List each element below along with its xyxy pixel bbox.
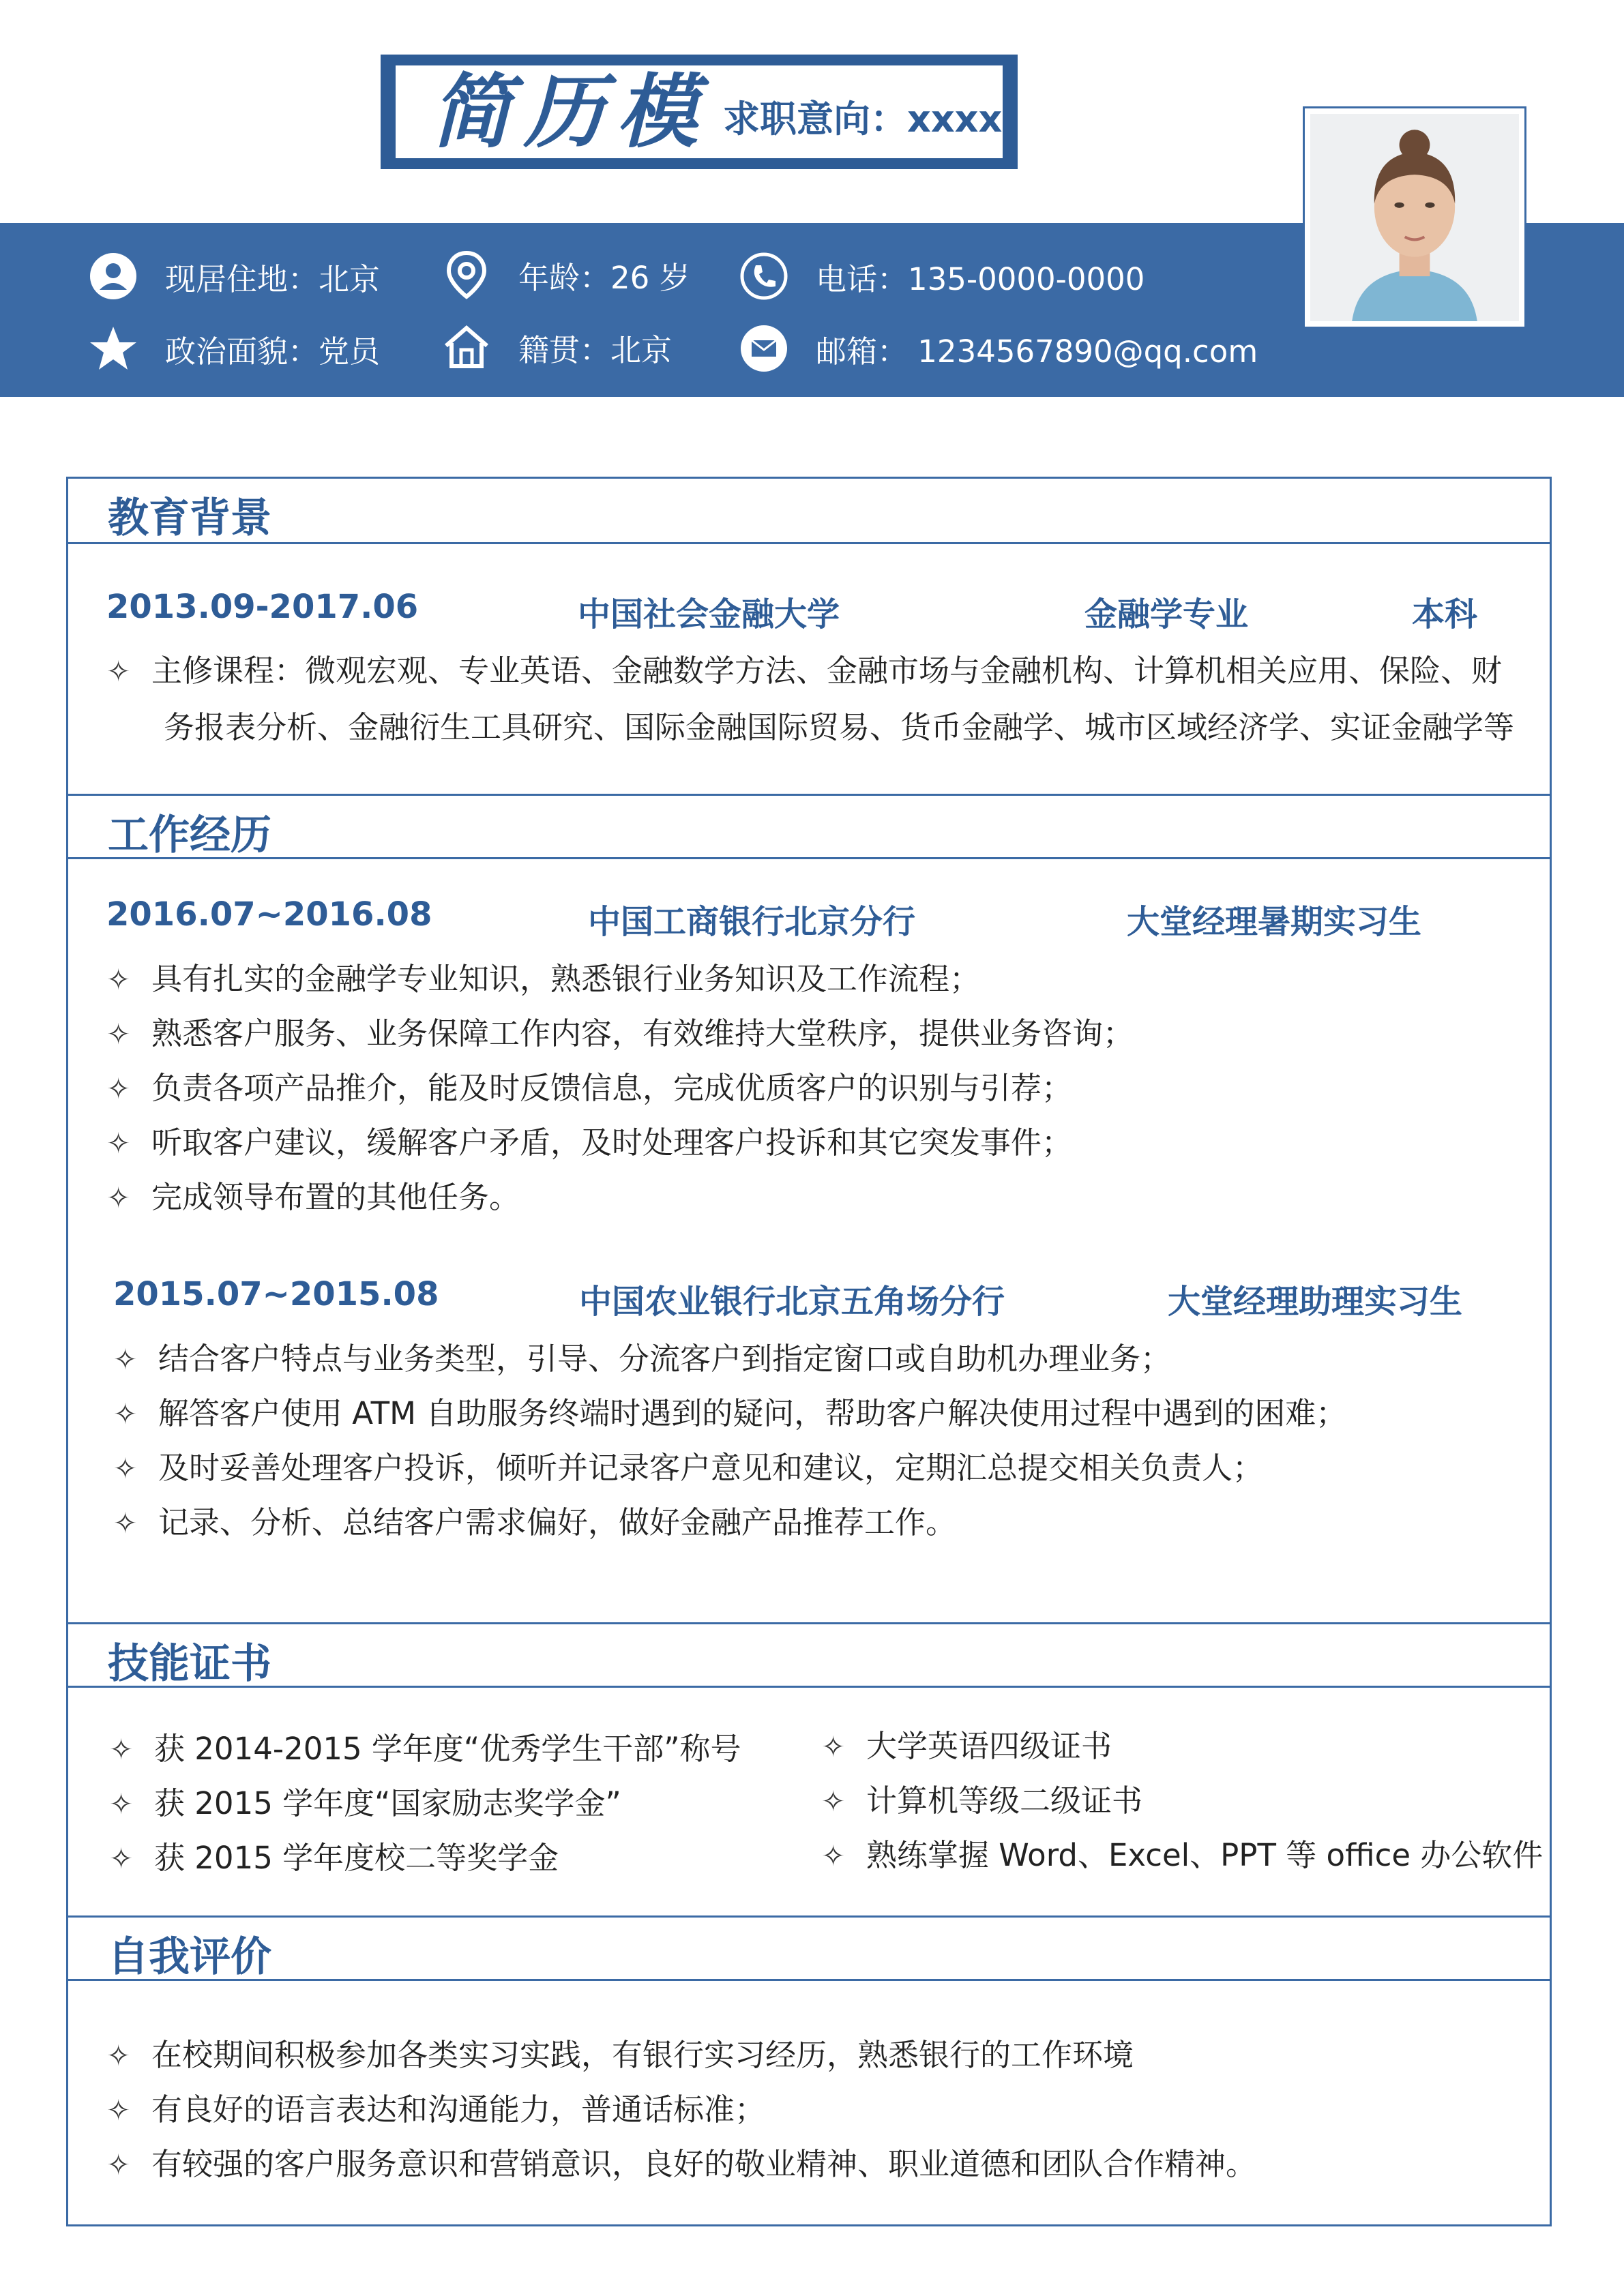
politics-text: 政治面貌：党员 [165, 333, 381, 370]
four-point-star-icon: ✧ [106, 655, 131, 688]
age-text: 年龄：26 岁 [518, 259, 690, 296]
job2-role: 大堂经理助理实习生 [1168, 1283, 1463, 1321]
job2-item: ✧ 结合客户特点与业务类型，引导、分流客户到指定窗口或自助机办理业务； [113, 1341, 1172, 1377]
skill-left-item: ✧ 获 2014-2015 学年度“优秀学生干部”称号 [109, 1731, 741, 1767]
job1-item: ✧ 听取客户建议，缓解客户矛盾，及时处理客户投诉和其它突发事件； [106, 1124, 1073, 1161]
four-point-star-icon: ✧ [106, 1072, 131, 1105]
info-hometown [442, 323, 672, 372]
section-skills-title: 技能证书 [108, 1640, 271, 1688]
four-point-star-icon: ✧ [106, 2039, 131, 2072]
section-self-eval-title: 自我评价 [108, 1933, 271, 1981]
four-point-star-icon: ✧ [109, 1842, 134, 1875]
self-eval-item: ✧ 有良好的语言表达和沟通能力，普通话标准； [106, 2091, 766, 2128]
info-email [739, 324, 1258, 373]
section-skills-header [68, 1622, 1550, 1688]
four-point-star-icon: ✧ [113, 1506, 138, 1540]
four-point-star-icon: ✧ [106, 1017, 131, 1051]
user-icon [89, 252, 138, 301]
skill-right-item: ✧ 大学英语四级证书 [821, 1728, 1112, 1764]
profile-photo-frame [1303, 106, 1526, 329]
job2-item: ✧ 解答客户使用 ATM 自助服务终端时遇到的疑问，帮助客户解决使用过程中遇到的困难； [113, 1395, 1347, 1431]
job1-item: ✧ 熟悉客户服务、业务保障工作内容，有效维持大堂秩序，提供业务咨询； [106, 1015, 1134, 1052]
home-icon [442, 323, 491, 372]
education-courses-line2: 务报表分析、金融衍生工具研究、国际金融国际贸易、货币金融学、城市区域经济学、实证金融学等 [164, 709, 1515, 745]
four-point-star-icon: ✧ [106, 963, 131, 996]
four-point-star-icon: ✧ [106, 2148, 131, 2181]
email-text: 邮箱： 1234567890@qq.com [816, 333, 1258, 370]
info-politics [89, 324, 380, 373]
four-point-star-icon: ✧ [109, 1787, 134, 1821]
four-point-star-icon: ✧ [821, 1730, 846, 1763]
job1-item: ✧ 完成领导布置的其他任务。 [106, 1179, 520, 1215]
section-education-header [68, 479, 1550, 544]
education-period: 2013.09-2017.06 [106, 588, 419, 626]
skill-right-item: ✧ 计算机等级二级证书 [821, 1783, 1143, 1819]
info-phone [739, 252, 1145, 301]
four-point-star-icon: ✧ [113, 1452, 138, 1485]
four-point-star-icon: ✧ [821, 1839, 846, 1873]
education-courses-line1: ✧ 主修课程：微观宏观、专业英语、金融数学方法、金融市场与金融机构、计算机相关应用、保险、财 [106, 653, 1503, 689]
title-box [381, 55, 1018, 169]
content-frame [66, 477, 1552, 2226]
job-intent: 求职意向：xxxx [723, 97, 1003, 140]
title-inner [396, 65, 1003, 158]
job1-period: 2016.07~2016.08 [106, 895, 432, 934]
job1-item: ✧ 具有扎实的金融学专业知识，熟悉银行业务知识及工作流程； [106, 961, 981, 997]
info-age [442, 250, 690, 299]
skill-left-item: ✧ 获 2015 学年度“国家励志奖学金” [109, 1785, 621, 1821]
location-pin-icon [442, 250, 491, 299]
resume-title: 简历模 [431, 65, 710, 159]
section-education-title: 教育背景 [108, 494, 271, 542]
mail-icon [739, 324, 788, 373]
job1-company: 中国工商银行北京分行 [588, 903, 916, 941]
education-degree: 本科 [1412, 595, 1478, 633]
job1-item: ✧ 负责各项产品推介，能及时反馈信息，完成优质客户的识别与引荐； [106, 1070, 1073, 1106]
section-work-title: 工作经历 [108, 811, 271, 859]
job2-period: 2015.07~2015.08 [113, 1275, 439, 1313]
job2-item: ✧ 记录、分析、总结客户需求偏好，做好金融产品推荐工作。 [113, 1504, 957, 1540]
education-school: 中国社会金融大学 [578, 595, 840, 633]
self-eval-item: ✧ 有较强的客户服务意识和营销意识，良好的敬业精神、职业道德和团队合作精神。 [106, 2146, 1257, 2182]
self-eval-item: ✧ 在校期间积极参加各类实习实践，有银行实习经历，熟悉银行的工作环境 [106, 2037, 1134, 2073]
profile-photo [1310, 114, 1519, 321]
education-major: 金融学专业 [1084, 595, 1249, 633]
four-point-star-icon: ✧ [821, 1785, 846, 1818]
job1-role: 大堂经理暑期实习生 [1127, 903, 1422, 941]
section-self-eval-header [68, 1915, 1550, 1981]
four-point-star-icon: ✧ [106, 1181, 131, 1214]
phone-icon [739, 252, 788, 301]
four-point-star-icon: ✧ [106, 2093, 131, 2127]
phone-text: 电话：135-0000-0000 [816, 260, 1145, 297]
section-work-header [68, 794, 1550, 859]
hometown-text: 籍贯：北京 [518, 331, 673, 368]
skill-right-item: ✧ 熟练掌握 Word、Excel、PPT 等 office 办公软件 [821, 1837, 1544, 1873]
job2-item: ✧ 及时妥善处理客户投诉，倾听并记录客户意见和建议，定期汇总提交相关负责人； [113, 1450, 1264, 1486]
four-point-star-icon: ✧ [113, 1343, 138, 1376]
skill-left-item: ✧ 获 2015 学年度校二等奖学金 [109, 1840, 559, 1876]
four-point-star-icon: ✧ [113, 1397, 138, 1431]
four-point-star-icon: ✧ [106, 1127, 131, 1160]
info-residence [89, 252, 380, 301]
star-icon [89, 324, 138, 373]
residence-text: 现居住地：北京 [165, 260, 381, 297]
four-point-star-icon: ✧ [109, 1733, 134, 1766]
job2-company: 中国农业银行北京五角场分行 [579, 1283, 1005, 1321]
